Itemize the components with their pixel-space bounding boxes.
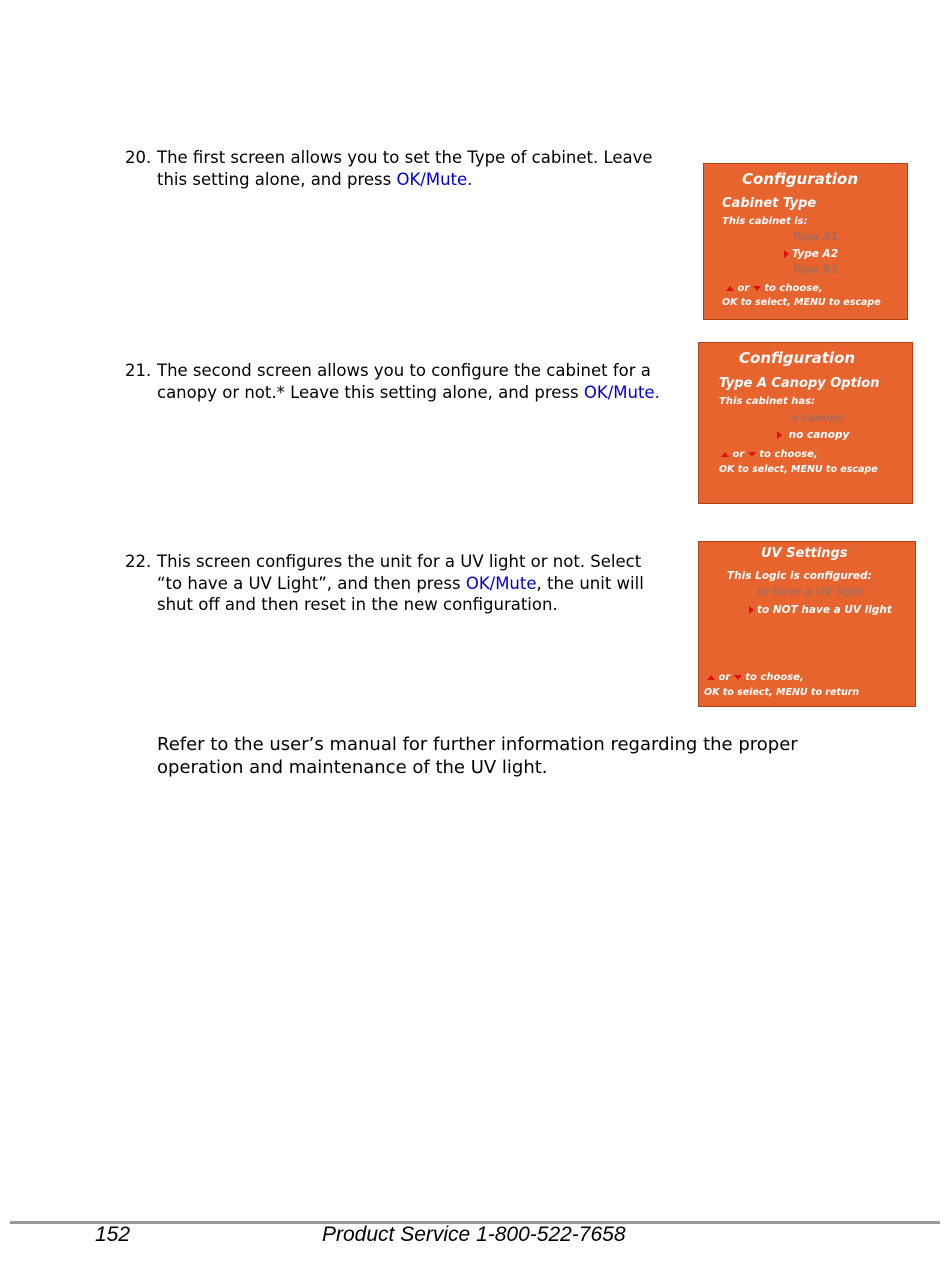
screen-hint-choose: or to choose, <box>707 672 804 683</box>
product-service-line: Product Service 1-800-522-7658 <box>322 1223 626 1246</box>
up-arrow-icon <box>726 286 734 291</box>
option-type-b2: Type B2 <box>792 264 838 276</box>
screen-title: Configuration <box>742 170 859 188</box>
option-no-uv-light: to NOT have a UV light <box>749 604 892 616</box>
screen-prompt: This Logic is configured: <box>727 570 872 582</box>
canopy-option-screen <box>698 342 913 504</box>
screen-prompt: This cabinet has: <box>719 396 816 407</box>
option-type-a2: Type A2 <box>784 248 838 260</box>
step-21 <box>125 360 670 403</box>
uv-manual-note: Refer to the user’s manual for further information regarding the proper operation and maintenance of the UV light. <box>157 734 798 778</box>
down-arrow-icon <box>734 675 742 680</box>
screen-hint-select: OK to select, MENU to return <box>704 687 860 698</box>
page-number: 152 <box>95 1223 131 1246</box>
up-arrow-icon <box>707 675 715 680</box>
screen-hint-choose: or to choose, <box>726 283 823 294</box>
step-text: The second screen allows you to configure the cabinet for a canopy or not.* Leave this setting alone, and press OK/Mute. <box>157 361 660 402</box>
ok-mute-reference: OK/Mute. <box>583 382 660 402</box>
option-no-canopy: no canopy <box>777 429 849 441</box>
step-number: 21. <box>125 361 152 380</box>
option-a-canopy: a canopy <box>791 412 845 424</box>
option-type-a1: Type A1 <box>792 231 838 243</box>
step-number: 20. <box>125 148 152 167</box>
step-number: 22. <box>125 552 152 571</box>
ok-mute-reference: OK/Mute. <box>396 169 473 189</box>
down-arrow-icon <box>748 452 756 457</box>
ok-mute-reference: OK/Mute <box>465 573 537 593</box>
option-have-uv-light: to have a UV light <box>757 586 864 598</box>
screen-hint-select: OK to select, MENU to escape <box>722 297 881 308</box>
selection-arrow-icon <box>784 250 789 258</box>
step-text: This screen configures the unit for a UV light or not. Select “to have a UV Light”, and then press OK/Mute, the unit will shut off and then reset in the new configuration. <box>157 552 644 614</box>
screen-prompt: This cabinet is: <box>722 216 808 227</box>
up-arrow-icon <box>721 452 729 457</box>
selection-arrow-icon <box>777 431 782 439</box>
screen-subtitle: Cabinet Type <box>722 196 817 211</box>
screen-hint-choose: or to choose, <box>721 449 818 460</box>
screen-hint-select: OK to select, MENU to escape <box>719 464 878 475</box>
step-text: The first screen allows you to set the Type of cabinet. Leave this setting alone, and press OK/Mute. <box>157 148 653 189</box>
down-arrow-icon <box>753 286 761 291</box>
screen-title: Configuration <box>739 349 856 367</box>
step-20 <box>125 147 670 190</box>
screen-subtitle: Type A Canopy Option <box>719 376 880 391</box>
uv-settings-screen <box>698 541 916 707</box>
screen-title: UV Settings <box>761 546 848 561</box>
selection-arrow-icon <box>749 606 754 614</box>
step-22 <box>125 551 670 616</box>
cabinet-type-screen <box>703 163 908 320</box>
